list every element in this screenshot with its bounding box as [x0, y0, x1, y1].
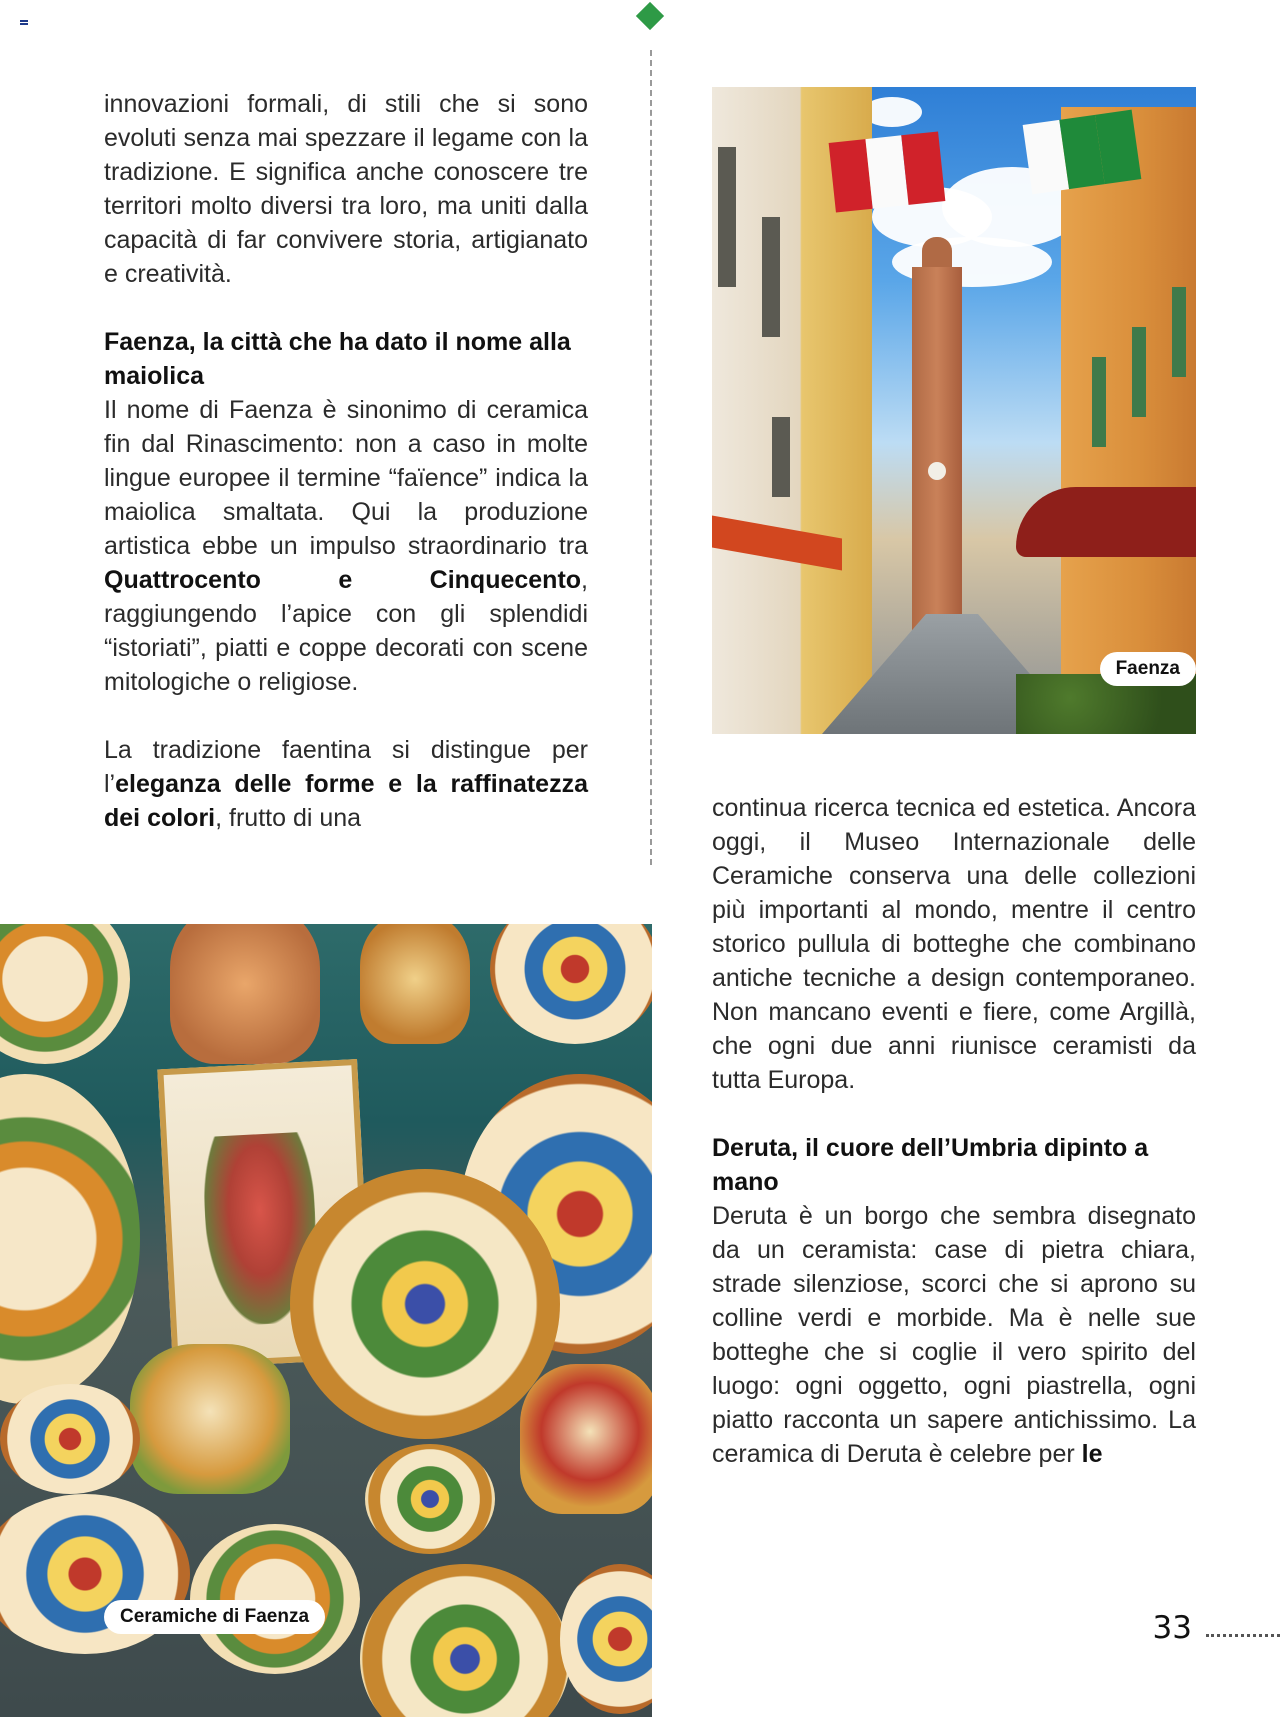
left-column: [104, 87, 588, 835]
page-number-dots: [1206, 1634, 1280, 1637]
faenza-paragraph-1: Il nome di Faenza è sinonimo di ceramica fin dal Rinascimento: non a caso in molte lingue europee il termine “faïence” indica la maiolica smaltata. Qui la produzione artistica ebbe un impulso straordinario tra Quattrocento e Cinquecento, raggiungendo l’apice con gli splendidi “istoriati”, piatti e coppe decorati con scene mitologiche o religiose.: [104, 396, 588, 696]
column-divider: [650, 50, 652, 865]
intro-paragraph: innovazioni formali, di stili che si sono evoluti senza mai spezzare il legame con la tradizione. E significa anche conoscere tre territori molto diversi tra loro, ma uniti dalla capacità di far convivere storia, artigianato e creatività.: [104, 90, 588, 288]
deruta-heading: Deruta, il cuore dell’Umbria dipinto a mano: [712, 1134, 1149, 1196]
accent-diamond: [636, 2, 664, 30]
page-number: 33: [1152, 1610, 1192, 1646]
menu-icon[interactable]: [20, 20, 28, 26]
deruta-paragraph: Deruta è un borgo che sembra disegnato da un ceramista: case di pietra chiara, strade silenziose, scorci che si aprono su colline verdi e morbide. Ma è nelle sue botteghe che si coglie il vero spirito del luogo: ogni oggetto, ogni piastrella, ogni piatto racconta un sapere antichissimo. La ceramica di Deruta è celebre per le: [712, 1202, 1196, 1468]
ceramics-photo-caption: Ceramiche di Faenza: [104, 1600, 325, 1634]
faenza-heading: Faenza, la città che ha dato il nome alla maiolica: [104, 328, 571, 390]
faenza-street-photo: [712, 87, 1196, 734]
faenza-paragraph-2: La tradizione faentina si distingue per l’eleganza delle forme e la raffinatezza dei colori, frutto di una: [104, 736, 588, 832]
street-photo-caption: Faenza: [1100, 652, 1196, 686]
right-column: [712, 791, 1196, 1471]
faenza-continuation-paragraph: continua ricerca tecnica ed estetica. Ancora oggi, il Museo Internazionale delle Ceramiche conserva una delle collezioni più importanti al mondo, mentre il centro storico pullula di botteghe che combinano antiche tecniche a design contemporaneo. Non mancano eventi e fiere, come Argillà, che ogni due anni riunisce ceramisti da tutta Europa.: [712, 794, 1196, 1094]
ceramics-photo: [0, 924, 652, 1717]
